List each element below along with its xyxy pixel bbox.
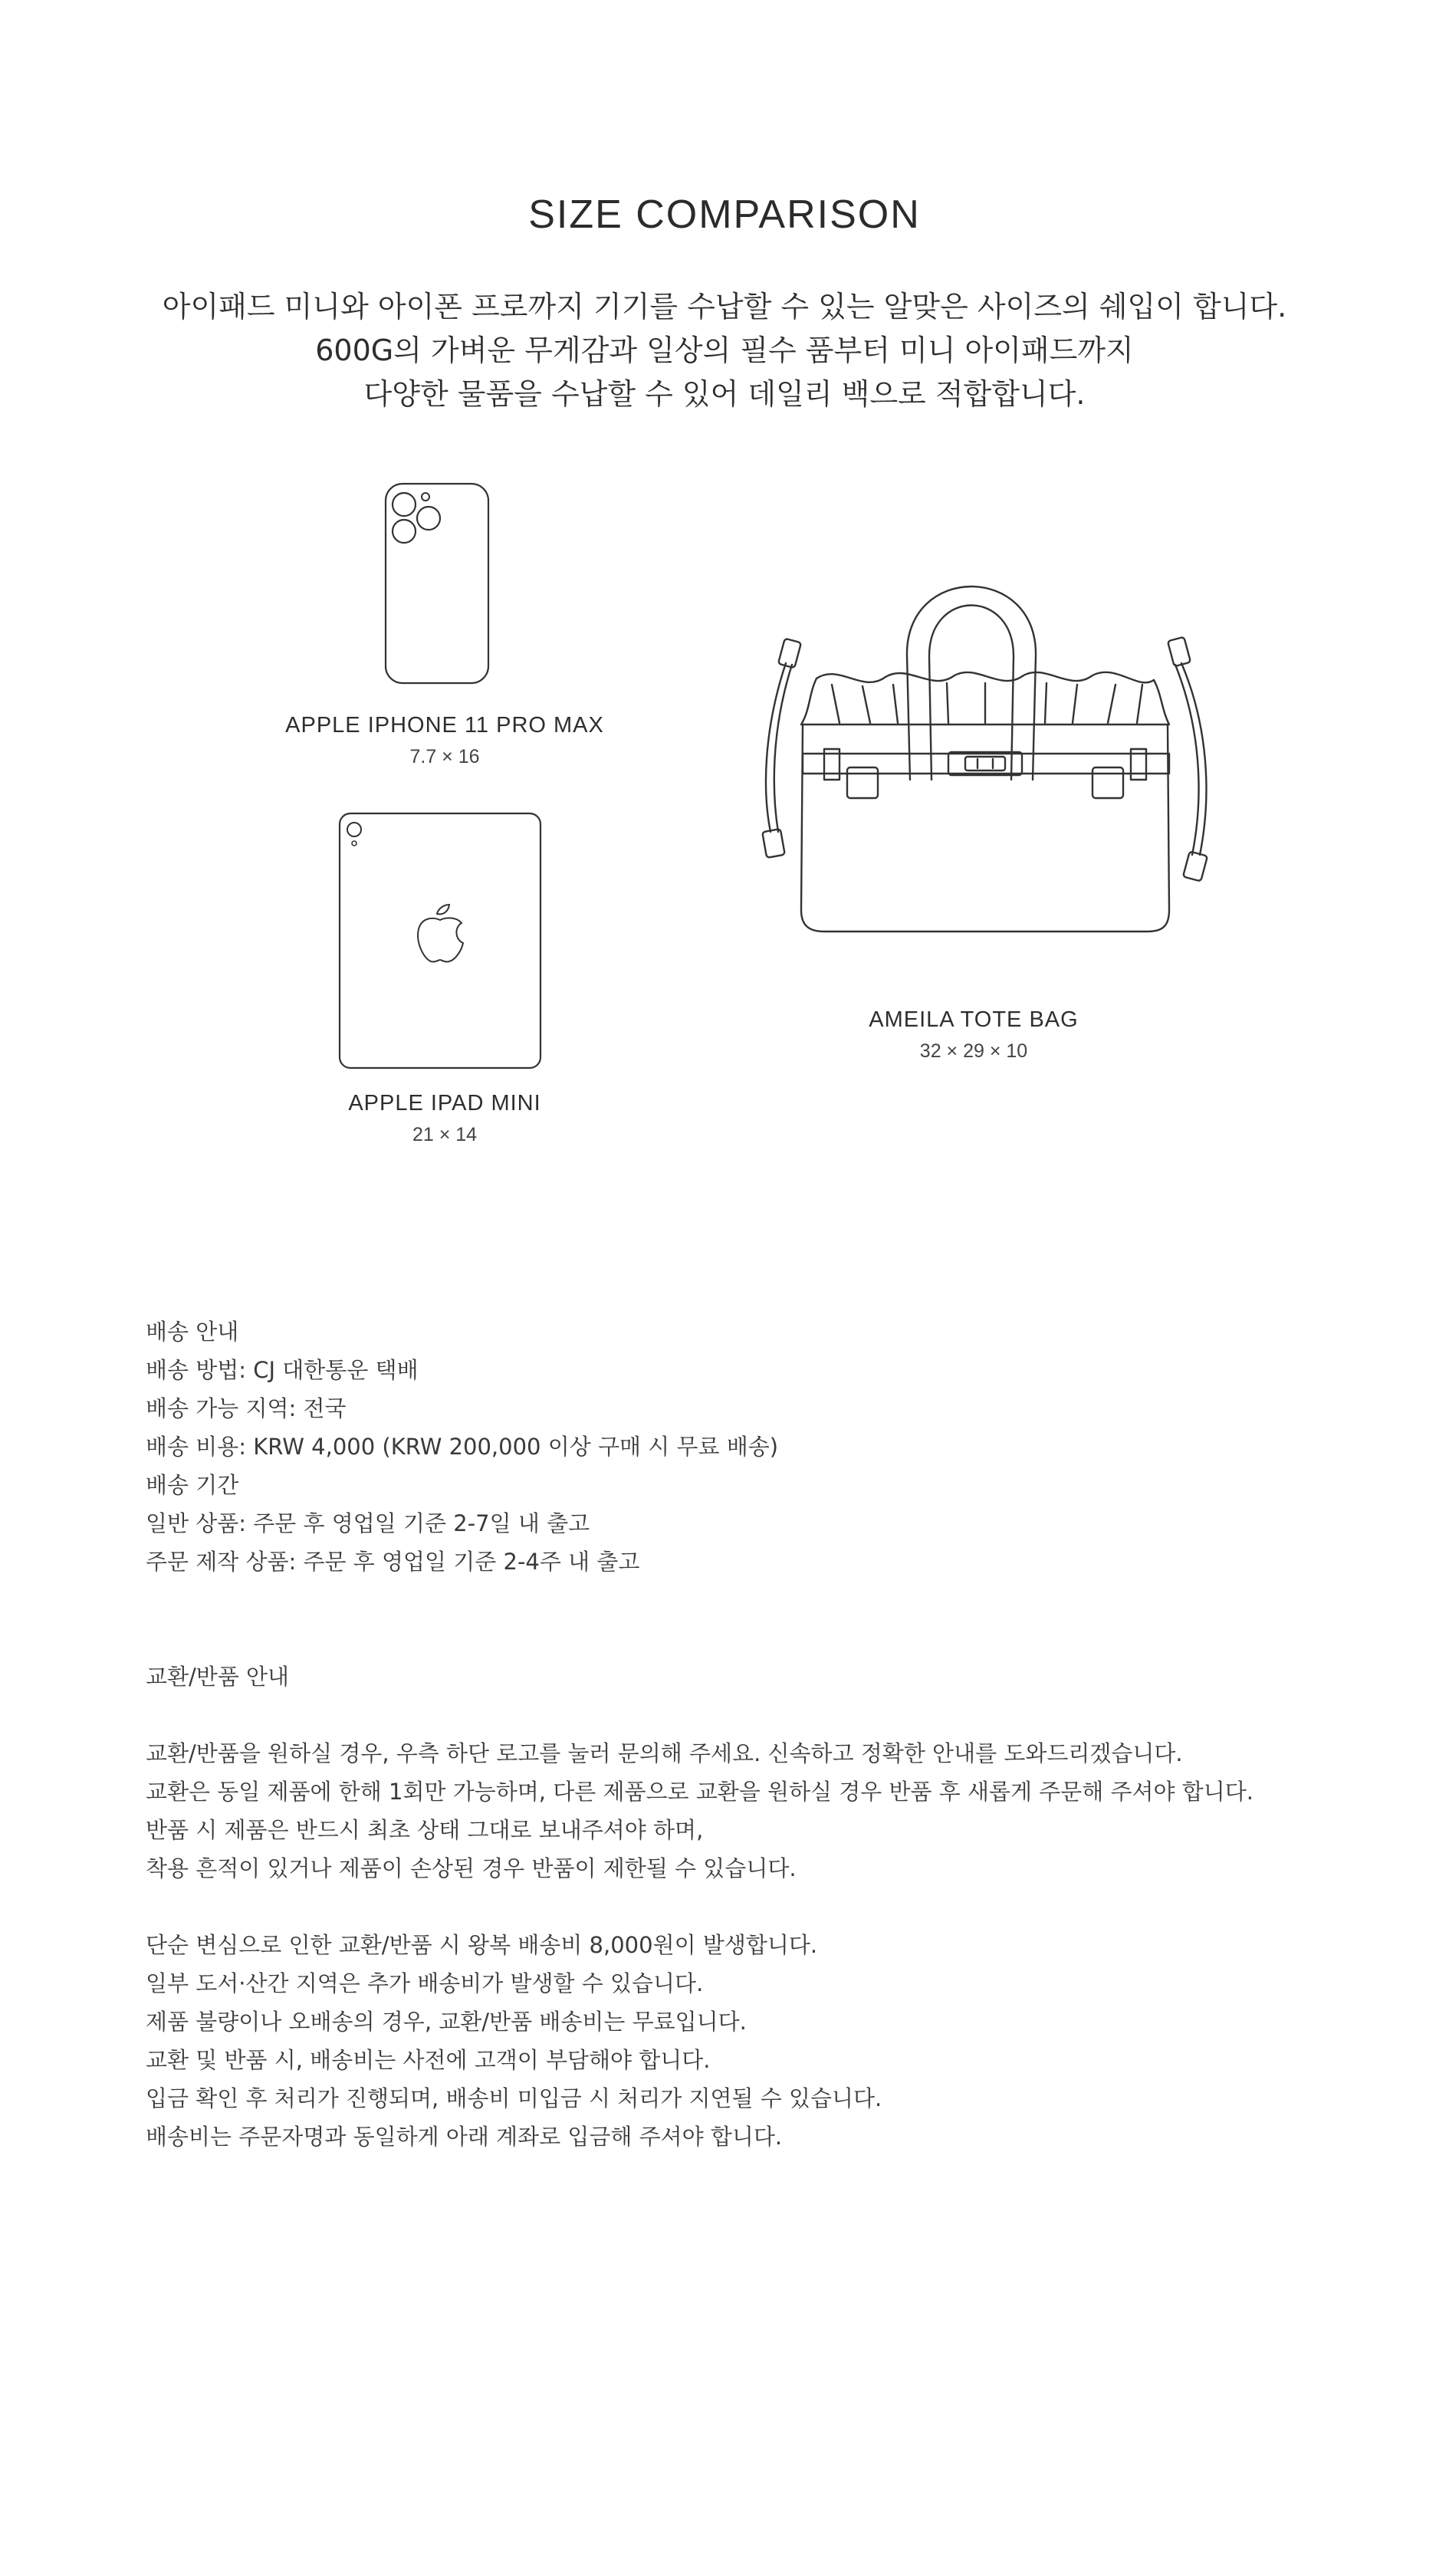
tote-bag-icon (755, 548, 1215, 947)
returns-line: 착용 흔적이 있거나 제품이 손상된 경우 반품이 제한될 수 있습니다. (146, 1855, 797, 1881)
returns-line: 교환 및 반품 시, 배송비는 사전에 고객이 부담해야 합니다. (146, 2047, 711, 2073)
shipping-line: 배송 비용: KRW 4,000 (KRW 200,000 이상 구매 시 무료 배송) (146, 1434, 779, 1460)
iphone-size: 7.7 × 16 (409, 746, 480, 767)
iphone-label (253, 713, 636, 768)
ipad-icon (337, 811, 543, 1072)
returns-heading: 교환/반품 안내 (146, 1664, 290, 1690)
returns-line: 반품 시 제품은 반드시 최초 상태 그대로 보내주셔야 하며, (146, 1817, 704, 1843)
spacer (146, 1696, 1388, 1734)
returns-info (146, 1658, 1388, 2156)
ipad-name: APPLE IPAD MINI (348, 1091, 541, 1116)
intro-line: 다양한 물품을 수납할 수 있어 데일리 백으로 적합합니다. (363, 377, 1086, 411)
shipping-line: 배송 방법: CJ 대한통운 택배 (146, 1357, 419, 1383)
intro-line: 아이패드 미니와 아이폰 프로까지 기기를 수납할 수 있는 알맞은 사이즈의 쉐입이 합니다. (162, 290, 1287, 324)
spacer (146, 1888, 1388, 1926)
returns-line: 일부 도서·산간 지역은 추가 배송비가 발생할 수 있습니다. (146, 1970, 704, 1996)
section-title: SIZE COMPARISON (528, 192, 921, 237)
intro-text (0, 285, 1449, 416)
returns-line: 단순 변심으로 인한 교환/반품 시 왕복 배송비 8,000원이 발생합니다. (146, 1932, 818, 1958)
shipping-line: 배송 기간 (146, 1472, 239, 1498)
shipping-line: 주문 제작 상품: 주문 후 영업일 기준 2-4주 내 출고 (146, 1549, 640, 1575)
returns-line: 교환은 동일 제품에 한해 1회만 가능하며, 다른 제품으로 교환을 원하실 경우 반품 후 새롭게 주문해 주셔야 합니다. (146, 1779, 1254, 1805)
shipping-line: 배송 가능 지역: 전국 (146, 1395, 347, 1421)
ipad-size: 21 × 14 (412, 1124, 478, 1145)
shipping-info (146, 1313, 1388, 1581)
bag-name: AMEILA TOTE BAG (869, 1007, 1079, 1032)
bag-label (782, 1007, 1165, 1063)
iphone-icon (383, 481, 495, 687)
iphone-name: APPLE IPHONE 11 PRO MAX (285, 713, 604, 738)
shipping-heading: 배송 안내 (146, 1319, 239, 1345)
returns-line: 입금 확인 후 처리가 진행되며, 배송비 미입금 시 처리가 지연될 수 있습니다. (146, 2085, 882, 2111)
returns-line: 제품 불량이나 오배송의 경우, 교환/반품 배송비는 무료입니다. (146, 2009, 747, 2035)
apple-logo-icon (418, 905, 463, 962)
ipad-label (253, 1091, 636, 1146)
returns-line: 교환/반품을 원하실 경우, 우측 하단 로고를 눌러 문의해 주세요. 신속하고 정확한 안내를 도와드리겠습니다. (146, 1740, 1183, 1766)
bag-size: 32 × 29 × 10 (919, 1040, 1028, 1062)
shipping-line: 일반 상품: 주문 후 영업일 기준 2-7일 내 출고 (146, 1510, 590, 1536)
returns-line: 배송비는 주문자명과 동일하게 아래 계좌로 입금해 주셔야 합니다. (146, 2124, 783, 2150)
intro-line: 600G의 가벼운 무게감과 일상의 필수 품부터 미니 아이패드까지 (315, 334, 1134, 367)
